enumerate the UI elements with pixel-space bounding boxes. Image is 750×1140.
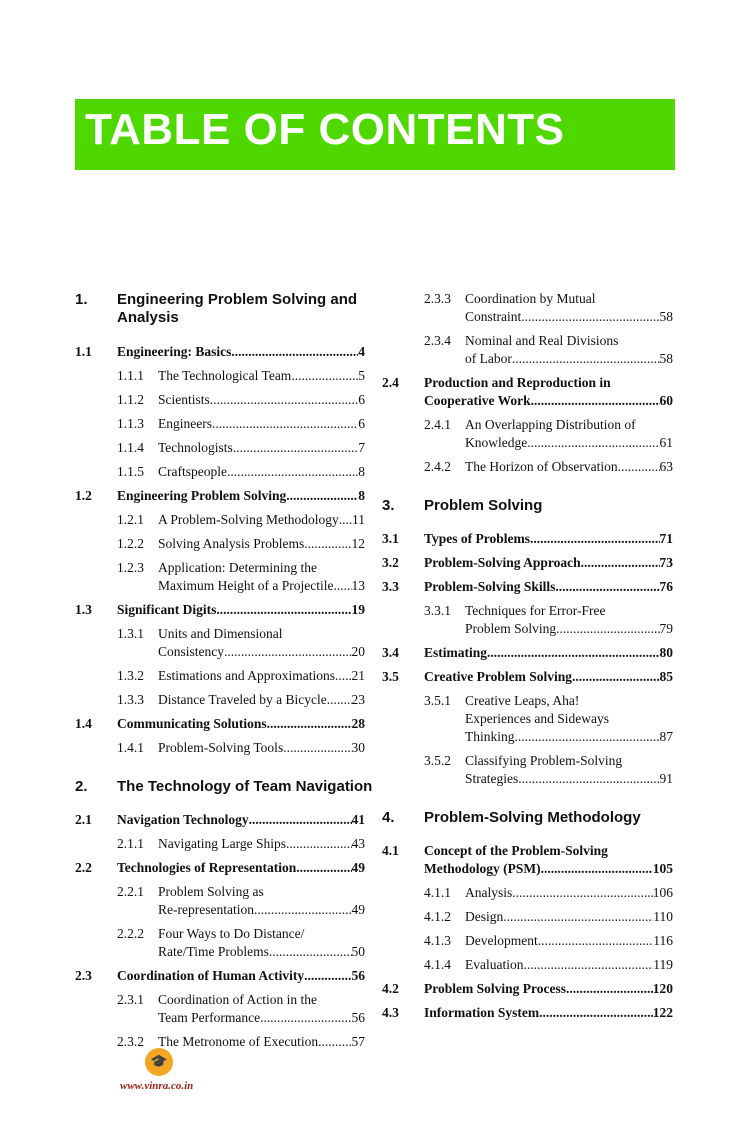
entry-title: Evaluation [465, 957, 524, 972]
page-number: 6 [358, 416, 365, 431]
entry-title: Creative Problem Solving [424, 669, 572, 684]
entry-title: Four Ways to Do Distance/ [158, 926, 305, 941]
entry-number: 2.1.1 [117, 836, 144, 851]
page-number: 20 [351, 644, 365, 659]
entry-title: The Metronome of Execution [158, 1034, 319, 1049]
dot-leader [304, 535, 351, 553]
dot-leader [231, 343, 358, 361]
dot-leader [254, 901, 352, 919]
entry-number: 2.3 [75, 968, 92, 983]
page-number: 6 [358, 392, 365, 407]
page-number: 105 [652, 861, 673, 876]
page-number: 91 [659, 771, 673, 786]
entry-number: 1. [75, 291, 88, 308]
dot-leader [296, 859, 351, 877]
dot-leader [249, 811, 352, 829]
entry-number: 2.2.1 [117, 884, 144, 899]
entry-number: 1.1.5 [117, 464, 144, 479]
title-banner [75, 99, 675, 170]
entry-title: Analysis [465, 885, 513, 900]
entry-number: 2.3.1 [117, 992, 144, 1007]
page-number: 41 [351, 812, 365, 827]
entry-title: Coordination of Human Activity [117, 968, 305, 983]
entry-number: 4.1 [382, 843, 399, 858]
page-number: 63 [659, 459, 673, 474]
entry-number: 4.2 [382, 981, 399, 996]
entry-title: A Problem-Solving Methodology [158, 512, 339, 527]
dot-leader [521, 308, 659, 326]
dot-leader [530, 530, 660, 548]
dot-leader [269, 943, 352, 961]
entry-title: Units and Dimensional [158, 626, 283, 641]
entry-title: Cooperative Work [424, 393, 531, 408]
page-number: 23 [351, 692, 365, 707]
page-number: 28 [351, 716, 365, 731]
entry-number: 2.3.4 [424, 333, 451, 348]
entry-title: Design [465, 909, 504, 924]
page-number: 87 [659, 729, 673, 744]
entry-title: Problem Solving Process [424, 981, 566, 996]
page-number: 21 [351, 668, 365, 683]
dot-leader [572, 668, 660, 686]
entry-number: 3.2 [382, 555, 399, 570]
page-number: 43 [351, 836, 365, 851]
entry-title: Engineering: Basics [117, 344, 232, 359]
dot-leader [527, 434, 659, 452]
dot-leader [503, 908, 653, 926]
entry-title: Technologists [158, 440, 233, 455]
page-number: 80 [659, 645, 673, 660]
entry-number: 3.5.1 [424, 693, 451, 708]
dot-leader [618, 458, 660, 476]
entry-title: Consistency [158, 644, 224, 659]
entry-number: 1.2.2 [117, 536, 144, 551]
page-number: 8 [358, 464, 365, 479]
page-number: 58 [659, 351, 673, 366]
entry-number: 2.3.3 [424, 291, 451, 306]
entry-title: Concept of the Problem-Solving [424, 843, 608, 858]
entry-title: Thinking [465, 729, 515, 744]
dot-leader [210, 391, 358, 409]
page-number: 49 [351, 860, 365, 875]
dot-leader [515, 728, 660, 746]
entry-title: Problem-Solving Skills [424, 579, 556, 594]
entry-number: 1.1.2 [117, 392, 144, 407]
entry-title: Knowledge [465, 435, 528, 450]
page-number: 19 [351, 602, 365, 617]
entry-number: 4.1.4 [424, 957, 451, 972]
website-url[interactable]: www.vinra.co.in [120, 1080, 194, 1092]
page-number: 85 [659, 669, 673, 684]
entry-title: Creative Leaps, Aha! [465, 693, 580, 708]
dot-leader [556, 620, 659, 638]
entry-number: 2. [75, 778, 88, 795]
page-number: 122 [652, 1005, 673, 1020]
entry-title: The Technological Team [158, 368, 292, 383]
page-number: 12 [351, 536, 365, 551]
dot-leader [512, 350, 660, 368]
dot-leader [233, 439, 358, 457]
page-title: TABLE OF CONTENTS [85, 105, 565, 154]
entry-title: Maximum Height of a Projectile [158, 578, 334, 593]
entry-title: Constraint [465, 309, 522, 324]
entry-title: Coordination by Mutual [465, 291, 596, 306]
entry-title: Engineers [158, 416, 212, 431]
dot-leader [581, 554, 660, 572]
entry-number: 1.1.1 [117, 368, 144, 383]
entry-title: Development [465, 933, 538, 948]
dot-leader [531, 392, 660, 410]
entry-title: Application: Determining the [158, 560, 317, 575]
dot-leader [538, 932, 654, 950]
entry-number: 2.2 [75, 860, 92, 875]
entry-title: Re-representation [158, 902, 254, 917]
entry-title: Navigating Large Ships [158, 836, 286, 851]
entry-title: Estimating [424, 645, 488, 660]
entry-number: 1.2.3 [117, 560, 144, 575]
page-number: 4 [358, 344, 365, 359]
page-number: 30 [351, 740, 365, 755]
entry-number: 3.3.1 [424, 603, 451, 618]
entry-title: Classifying Problem-Solving [465, 753, 623, 768]
page-number: 11 [352, 512, 365, 527]
entry-number: 3.5 [382, 669, 399, 684]
dot-leader [333, 577, 351, 595]
entry-title: Production and Reproduction in [424, 375, 611, 390]
page-number: 120 [652, 981, 673, 996]
entry-title: Scientists [158, 392, 210, 407]
dot-leader [286, 487, 358, 505]
entry-title: Estimations and Approximations [158, 668, 335, 683]
entry-number: 1.3.2 [117, 668, 144, 683]
dot-leader [335, 667, 352, 685]
dot-leader [212, 415, 358, 433]
entry-number: 3.5.2 [424, 753, 451, 768]
entry-title: Rate/Time Problems [158, 944, 269, 959]
entry-number: 1.2 [75, 488, 92, 503]
entry-title: of Labor [465, 351, 512, 366]
entry-title: Strategies [465, 771, 519, 786]
dot-leader [304, 967, 351, 985]
entry-number: 3.4 [382, 645, 399, 660]
entry-title: Methodology (PSM) [424, 861, 541, 876]
dot-leader [260, 1009, 351, 1027]
entry-number: 4.1.1 [424, 885, 451, 900]
dot-leader [487, 644, 659, 662]
dot-leader [512, 884, 653, 902]
entry-number: 4.3 [382, 1005, 399, 1020]
entry-title: Team Performance [158, 1010, 261, 1025]
entry-title: Techniques for Error-Free [465, 603, 606, 618]
entry-title: Problem-Solving Approach [424, 555, 581, 570]
entry-number: 3.1 [382, 531, 399, 546]
entry-title: Technologies of Representation [117, 860, 297, 875]
page-number: 49 [351, 902, 365, 917]
entry-title: Craftspeople [158, 464, 227, 479]
entry-number: 2.4.1 [424, 417, 451, 432]
page-number: 106 [652, 885, 673, 900]
dot-leader [339, 511, 352, 529]
entry-number: 3.3 [382, 579, 399, 594]
entry-title: Problem-Solving Tools [158, 740, 284, 755]
graduation-cap-icon: 🎓 [145, 1048, 173, 1076]
dot-leader [267, 715, 352, 733]
entry-number: 1.1.3 [117, 416, 144, 431]
entry-title: The Horizon of Observation [465, 459, 618, 474]
dot-leader [286, 835, 352, 853]
entry-number: 4.1.2 [424, 909, 451, 924]
entry-number: 1.1 [75, 344, 92, 359]
entry-number: 1.1.4 [117, 440, 144, 455]
page-number: 71 [659, 531, 673, 546]
dot-leader [318, 1033, 351, 1051]
entry-title: Types of Problems [424, 531, 530, 546]
entry-number: 1.4.1 [117, 740, 144, 755]
entry-title: Problem-Solving Methodology [424, 809, 641, 826]
entry-title: Solving Analysis Problems [158, 536, 305, 551]
entry-title: Coordination of Action in the [158, 992, 317, 1007]
dot-leader [541, 860, 653, 878]
page-number: 13 [351, 578, 365, 593]
dot-leader [523, 956, 653, 974]
page-number: 56 [351, 1010, 365, 1025]
page-number: 50 [351, 944, 365, 959]
page-number: 79 [659, 621, 673, 636]
entry-title: Distance Traveled by a Bicycle [158, 692, 327, 707]
entry-number: 1.3 [75, 602, 92, 617]
dot-leader [555, 578, 659, 596]
entry-number: 2.3.2 [117, 1034, 144, 1049]
entry-title: The Technology of Team Navigation [117, 778, 373, 795]
page-number: 61 [659, 435, 673, 450]
entry-number: 2.1 [75, 812, 92, 827]
entry-number: 1.3.1 [117, 626, 144, 641]
dot-leader [216, 601, 351, 619]
entry-title: Engineering Problem Solving [117, 488, 287, 503]
entry-number: 3. [382, 497, 395, 514]
page-number: 116 [653, 933, 673, 948]
entry-title: Information System [424, 1005, 540, 1020]
entry-number: 1.2.1 [117, 512, 144, 527]
entry-title: An Overlapping Distribution of [465, 417, 636, 432]
entry-title: Engineering Problem Solving and [117, 291, 358, 308]
entry-number: 2.4 [382, 375, 399, 390]
entry-title: Significant Digits [117, 602, 217, 617]
entry-number: 1.4 [75, 716, 92, 731]
page-number: 76 [659, 579, 673, 594]
dot-leader [518, 770, 659, 788]
entry-title: Nominal and Real Divisions [465, 333, 619, 348]
dot-leader [283, 739, 351, 757]
entry-title: Navigation Technology [117, 812, 249, 827]
entry-number: 2.2.2 [117, 926, 144, 941]
entry-number: 1.3.3 [117, 692, 144, 707]
page-number: 110 [653, 909, 673, 924]
dot-leader [539, 1004, 653, 1022]
page-number: 58 [659, 309, 673, 324]
entry-number: 2.4.2 [424, 459, 451, 474]
entry-title: Communicating Solutions [117, 716, 267, 731]
page-number: 7 [358, 440, 365, 455]
entry-title: Problem Solving [465, 621, 557, 636]
entry-title: Problem Solving [424, 497, 543, 514]
dot-leader [566, 980, 653, 998]
dot-leader [224, 643, 352, 661]
entry-title: Experiences and Sideways [465, 711, 609, 726]
dot-leader [291, 367, 358, 385]
dot-leader [327, 691, 352, 709]
page-number: 57 [351, 1034, 365, 1049]
page-number: 56 [351, 968, 365, 983]
page-number: 60 [659, 393, 673, 408]
dot-leader [227, 463, 358, 481]
page-number: 119 [653, 957, 673, 972]
entry-title: Analysis [117, 309, 179, 326]
page-number: 73 [659, 555, 673, 570]
entry-number: 4.1.3 [424, 933, 451, 948]
entry-title: Problem Solving as [158, 884, 264, 899]
entry-number: 4. [382, 809, 395, 826]
page-number: 8 [358, 488, 365, 503]
page-number: 5 [358, 368, 365, 383]
